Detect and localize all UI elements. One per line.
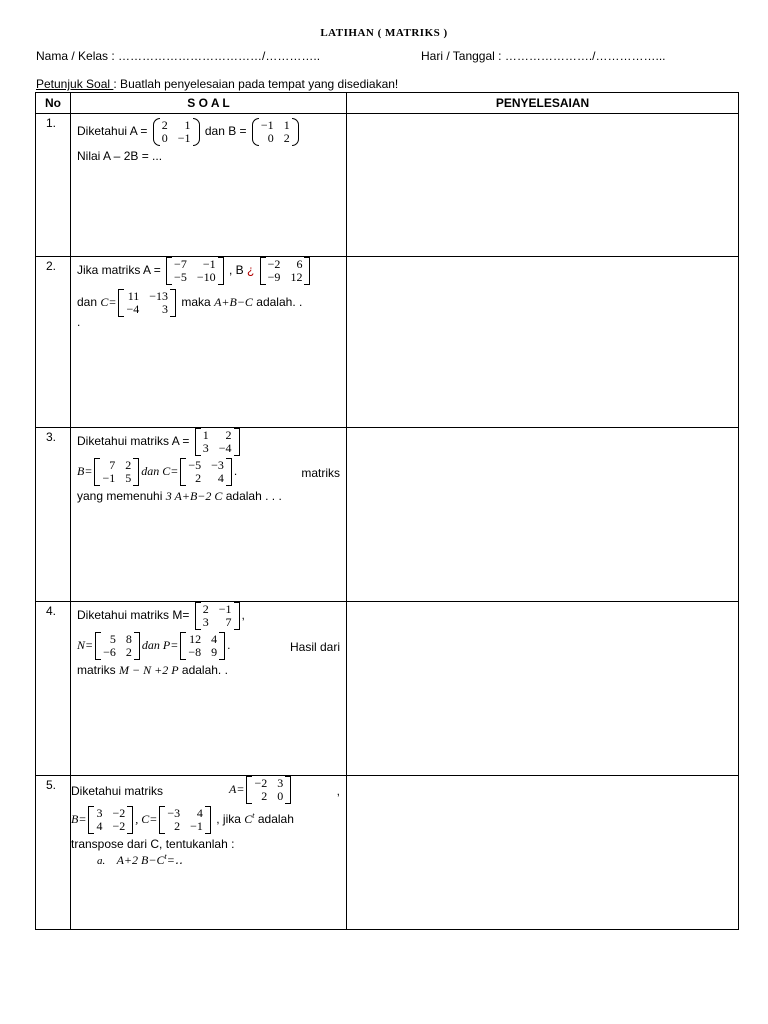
- q3-text2: matriks: [301, 466, 340, 480]
- answer-space[interactable]: [347, 776, 739, 930]
- q2-matrix-c: 11 −13 −4 3: [118, 289, 176, 317]
- q4-text2: Hasil dari: [289, 640, 340, 654]
- q2-glyph: ¿: [246, 263, 255, 278]
- q2-text1: Jika matriks A =: [77, 263, 161, 278]
- question-number: 4.: [36, 602, 71, 776]
- q5-ct: C: [244, 812, 253, 827]
- answer-space[interactable]: [347, 602, 739, 776]
- header-no: No: [36, 93, 71, 114]
- question-row: [36, 257, 739, 428]
- answer-space[interactable]: [347, 114, 739, 257]
- header-penyelesaian: PENYELESAIAN: [347, 93, 739, 114]
- q2-tail: .: [77, 315, 81, 329]
- question-number: 2.: [36, 257, 71, 428]
- q5-text1: Diketahui matriks: [71, 784, 164, 798]
- q5-comma: ,: [336, 784, 340, 798]
- question-text: [71, 776, 347, 930]
- q1-text2: dan B =: [204, 124, 247, 139]
- question-row: [36, 602, 739, 776]
- answer-space[interactable]: [347, 428, 739, 602]
- q5-text2: , jika: [216, 812, 241, 827]
- day-date-field: Hari / Tanggal : …………………./……………...: [421, 49, 666, 63]
- q5-text3: adalah: [257, 812, 294, 827]
- q2-expr: A+B−C: [214, 295, 253, 310]
- question-number: 1.: [36, 114, 71, 257]
- q3-text1: Diketahui matriks A =: [77, 434, 190, 449]
- question-number: 3.: [36, 428, 71, 602]
- instruction: [36, 77, 398, 91]
- q1-line2: Nilai A – 2B = ...: [77, 149, 163, 163]
- q4-expr: M − N +2 P: [119, 663, 179, 677]
- q5-bvar: B=: [71, 812, 87, 827]
- q5-expr-a-sup: t: [164, 852, 167, 861]
- q4-comma: ,: [241, 608, 245, 623]
- q3-expr: 3 A+B−2 C: [165, 489, 223, 503]
- q4-text1: Diketahui matriks M=: [77, 608, 190, 623]
- q2-text2: , B: [228, 263, 244, 278]
- q2-matrix-b: −2 6 −9 12: [260, 257, 311, 285]
- name-class-field: Nama / Kelas : ………………………………/…………..: [36, 49, 321, 63]
- q2-text4: maka: [181, 295, 211, 310]
- q2-cvar: C=: [100, 295, 117, 310]
- q3-dan: dan C=: [141, 464, 179, 479]
- q2-text3: dan: [77, 295, 98, 310]
- q4-matrix-n: 5 8 −6 2: [95, 632, 140, 660]
- question-text: [71, 257, 347, 428]
- q5-expr-a: A+2 B−C: [116, 853, 165, 867]
- exercise-table: [35, 92, 739, 930]
- q5-cvar: , C=: [135, 812, 158, 827]
- question-number: 5.: [36, 776, 71, 930]
- q4-text4: adalah. .: [181, 663, 228, 677]
- q4-dot: .: [227, 638, 231, 653]
- q3-dot: .: [233, 464, 238, 479]
- question-text: [71, 602, 347, 776]
- q4-dan: dan P=: [141, 638, 179, 653]
- q1-text1: Diketahui A =: [77, 124, 148, 139]
- q3-bvar: B=: [77, 464, 93, 479]
- q1-matrix-a: 2 1 0 −1: [153, 118, 200, 146]
- q5-text4: transpose dari C, tentukanlah :: [71, 837, 235, 851]
- q5-matrix-b: 3 −2 4 −2: [88, 806, 133, 834]
- q3-matrix-a: 1 2 3 −4: [195, 428, 240, 456]
- q3-text4: adalah . . .: [225, 489, 282, 503]
- q4-matrix-p: 12 4 −8 9: [180, 632, 225, 660]
- q2-text5: adalah. .: [256, 295, 303, 310]
- question-row: [36, 776, 739, 930]
- header-soal: S O A L: [71, 93, 347, 114]
- q5-matrix-c: −3 4 2 −1: [159, 806, 211, 834]
- q1-matrix-b: −1 1 0 2: [252, 118, 299, 146]
- question-text: [71, 114, 347, 257]
- q3-text3: yang memenuhi: [77, 489, 163, 503]
- instruction-label: Petunjuk Soal: [36, 77, 114, 91]
- q3-matrix-b: 7 2 −1 5: [94, 458, 139, 486]
- worksheet-title: LATIHAN ( MATRIKS ): [320, 27, 448, 39]
- q5-item-a: a.: [97, 855, 106, 867]
- q5-ct-sup: t: [252, 811, 255, 821]
- q3-matrix-c: −5 −3 2 4: [180, 458, 232, 486]
- question-row: [36, 428, 739, 602]
- question-text: [71, 428, 347, 602]
- q4-nvar: N=: [77, 638, 94, 653]
- answer-space[interactable]: [347, 257, 739, 428]
- question-row: [36, 114, 739, 257]
- q5-avar: A=: [229, 782, 245, 797]
- q2-matrix-a: −7 −1 −5 −10: [166, 257, 224, 285]
- instruction-text: : Buatlah penyelesaian pada tempat yang disediakan!: [113, 77, 399, 91]
- q5-expr-a-end: =‥: [166, 853, 183, 867]
- q4-text3: matriks: [77, 663, 116, 677]
- q4-matrix-m: 2 −1 3 7: [195, 602, 240, 630]
- q5-matrix-a: −2 3 2 0: [246, 776, 291, 804]
